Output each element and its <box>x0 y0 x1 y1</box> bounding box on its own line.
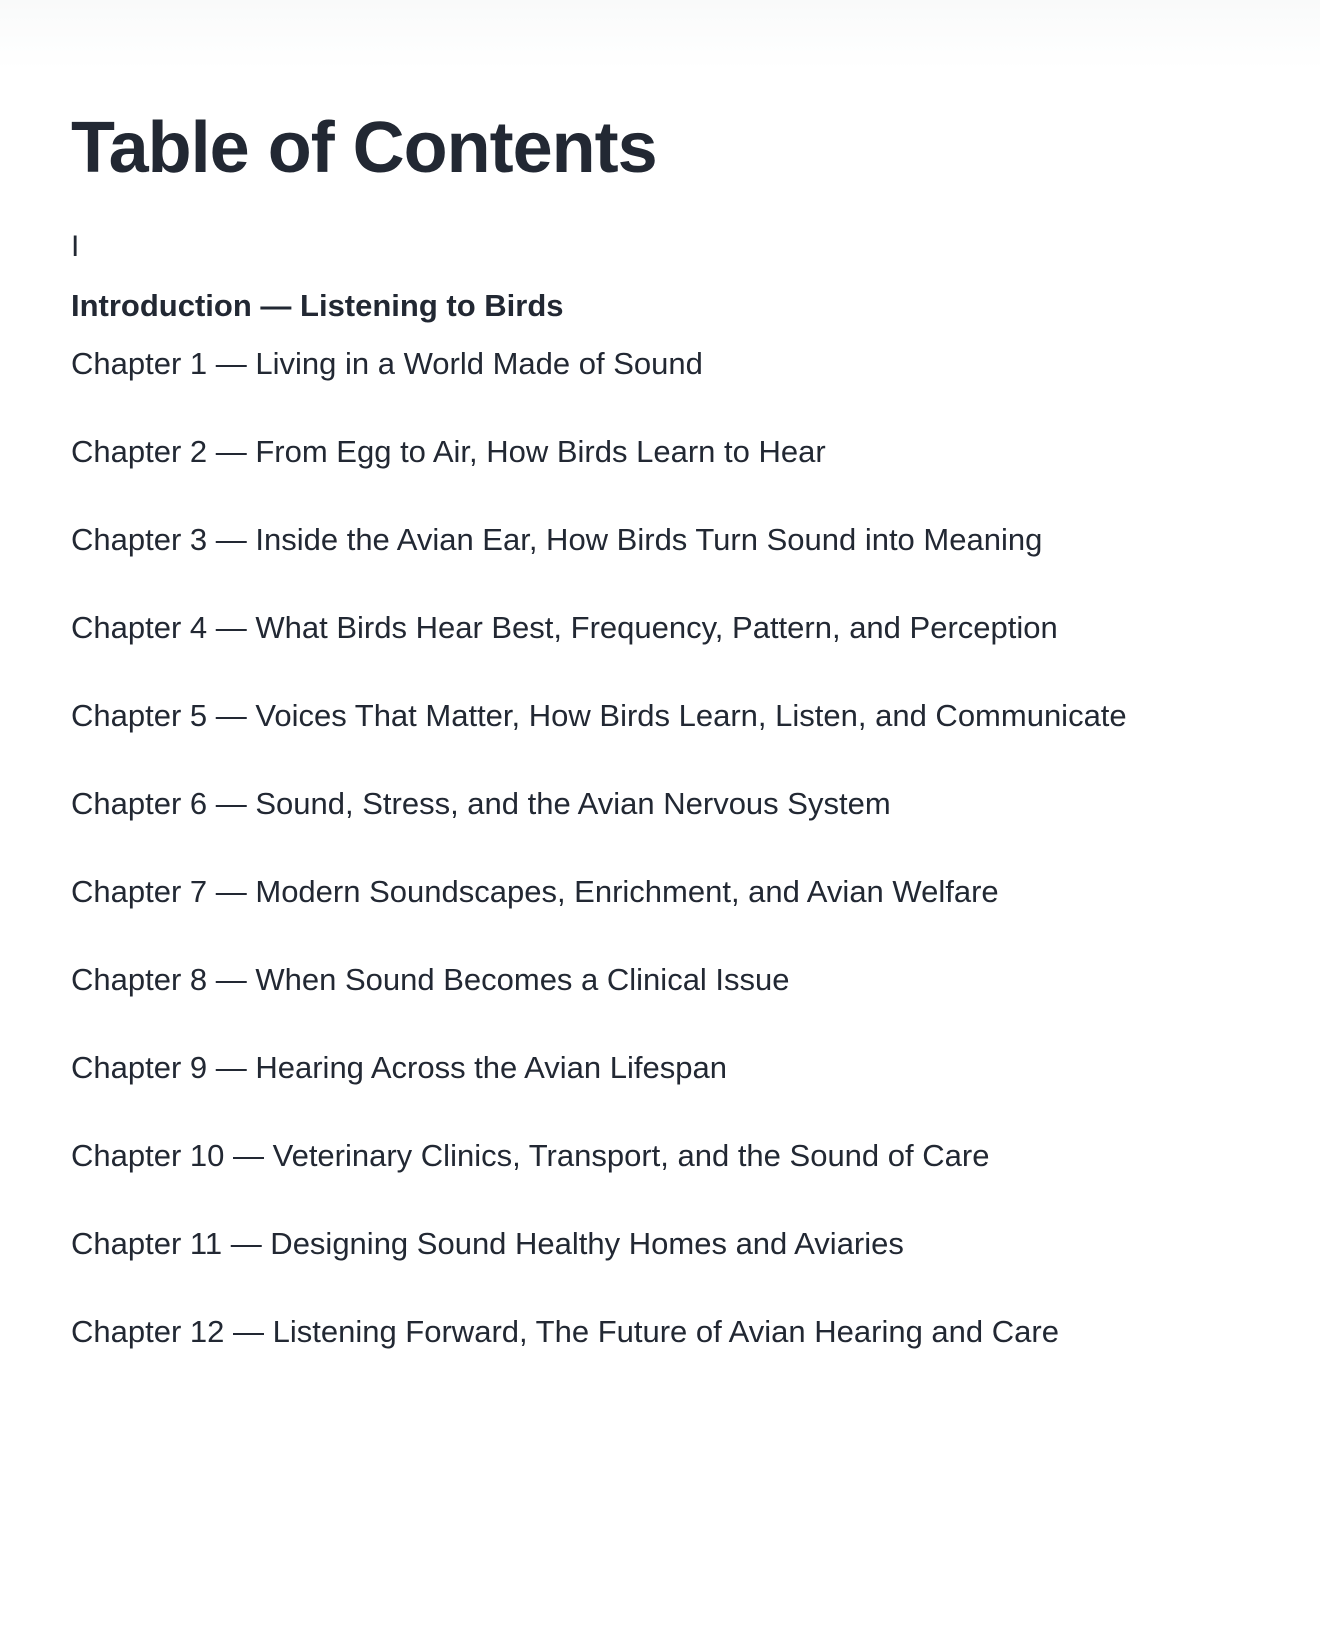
toc-chapter-5[interactable]: Chapter 5 — Voices That Matter, How Birds Learn, Listen, and Communicate <box>71 698 1127 733</box>
toc-chapter-list <box>71 344 1271 1352</box>
toc-chapter-11[interactable]: Chapter 11 — Designing Sound Healthy Homes and Aviaries <box>71 1226 904 1261</box>
toc-chapter-12[interactable]: Chapter 12 — Listening Forward, The Future of Avian Hearing and Care <box>71 1314 1059 1349</box>
toc-chapter-7[interactable]: Chapter 7 — Modern Soundscapes, Enrichment, and Avian Welfare <box>71 874 999 909</box>
toc-chapter-3[interactable]: Chapter 3 — Inside the Avian Ear, How Birds Turn Sound into Meaning <box>71 522 1043 557</box>
text-cursor-line[interactable]: I <box>71 230 80 263</box>
toc-chapter-4[interactable]: Chapter 4 — What Birds Hear Best, Frequency, Pattern, and Perception <box>71 610 1058 645</box>
toc-chapter-1[interactable]: Chapter 1 — Living in a World Made of Sound <box>71 346 703 381</box>
toc-chapter-9[interactable]: Chapter 9 — Hearing Across the Avian Lifespan <box>71 1050 727 1085</box>
toc-chapter-2[interactable]: Chapter 2 — From Egg to Air, How Birds Learn to Hear <box>71 434 826 469</box>
toc-chapter-10[interactable]: Chapter 10 — Veterinary Clinics, Transport, and the Sound of Care <box>71 1138 990 1173</box>
toc-chapter-6[interactable]: Chapter 6 — Sound, Stress, and the Avian Nervous System <box>71 786 891 821</box>
document-body[interactable] <box>71 100 1271 1400</box>
toc-introduction[interactable]: Introduction — Listening to Birds <box>71 288 564 323</box>
page-title: Table of Contents <box>71 108 657 188</box>
toc-chapter-8[interactable]: Chapter 8 — When Sound Becomes a Clinical Issue <box>71 962 790 997</box>
